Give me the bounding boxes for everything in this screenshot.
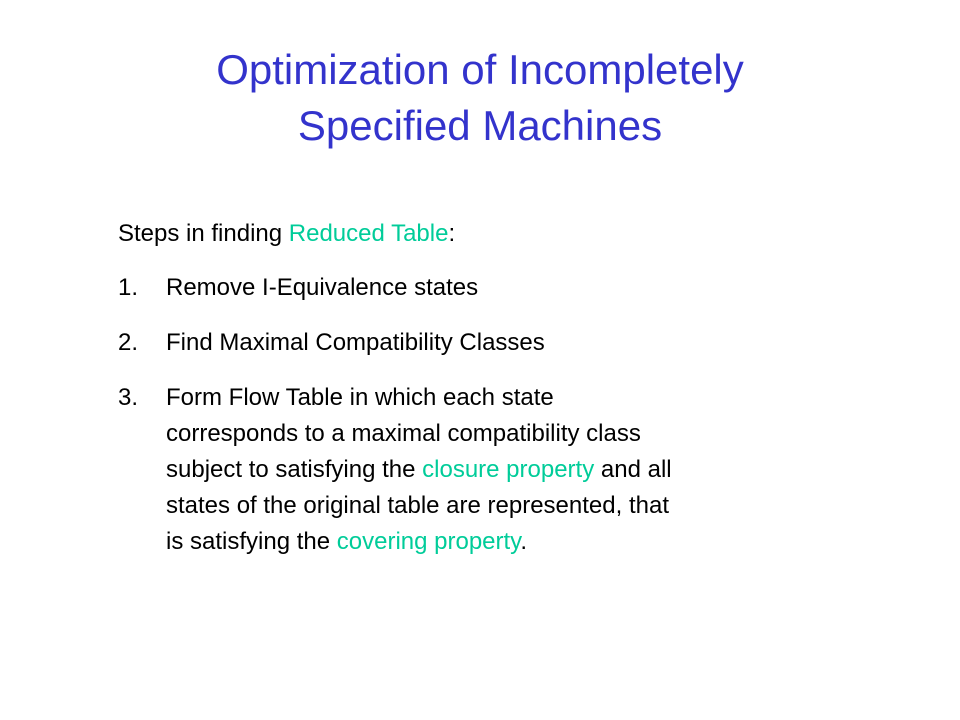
closure-property-highlight: closure property [422,456,595,483]
step-2-number: 2. [118,329,139,356]
step-1 [118,270,858,306]
step-1-number: 1. [118,274,139,301]
step-3-line-5 [166,524,858,560]
step-3-line-3-prefix: subject to satisfying the [166,456,423,483]
slide-content [118,216,858,579]
step-3-line-3-suffix: and all [594,456,672,483]
step-3-line-2: corresponds to a maximal compatibility class [166,420,641,447]
step-2-text: Find Maximal Compatibility Classes [166,329,545,356]
covering-property-highlight: covering property [336,528,521,555]
step-3-line-3 [166,452,858,488]
step-3-line-5-suffix: . [520,528,528,555]
title-line-1: Optimization of Incompletely [216,46,744,93]
step-3-line-1: Form Flow Table in which each state [166,384,554,411]
step-3-line-5-prefix: is satisfying the [166,528,337,555]
step-3-number: 3. [118,384,139,411]
step-3-line-4: states of the original table are represented, that [166,492,669,519]
step-1-text: Remove I-Equivalence states [166,274,479,301]
intro-prefix: Steps in finding [118,220,289,247]
title-line-2: Specified Machines [297,102,663,149]
intro-highlight: Reduced Table [288,220,449,247]
intro-suffix: : [448,220,456,247]
intro-text [118,216,858,252]
slide-title [0,42,960,154]
step-2 [118,325,858,361]
step-3 [118,380,858,560]
